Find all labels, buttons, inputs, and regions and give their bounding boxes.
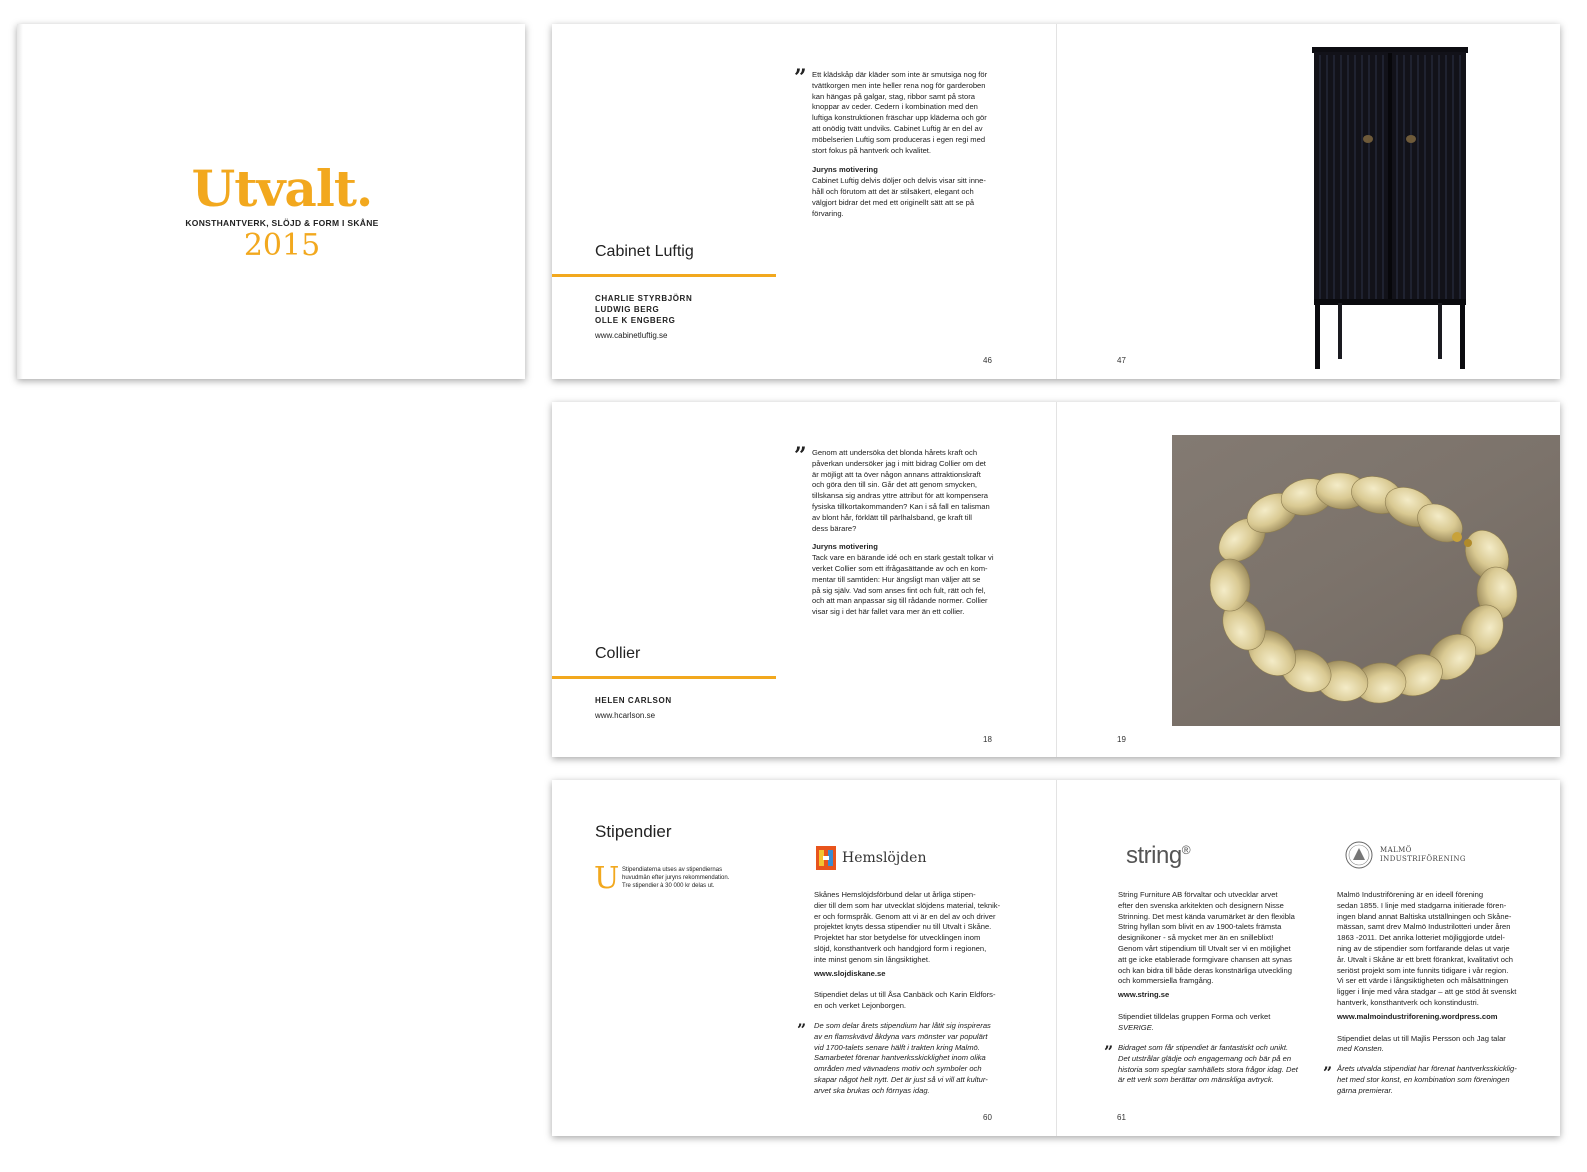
hemslojden-url: www.slojdiskane.se [814, 968, 886, 978]
text-line: och göra den till sin. Går det att genom smycken, [812, 480, 978, 490]
project-title: Collier [595, 645, 641, 662]
text-line: Stipendiet delas ut till Åsa Canbäck och Karin Eldfors- [814, 990, 996, 1000]
spread-collier [552, 402, 1560, 757]
malmo-wordmark-line: MALMÖ [1380, 846, 1412, 854]
malmo-industriforening-logo [1344, 840, 1466, 870]
page-fold [1056, 24, 1057, 379]
text-line: ligger i linje med våra stadgar – att ge stöd åt svenskt [1337, 987, 1517, 997]
string-url: www.string.se [1118, 990, 1170, 1000]
cover-page [17, 24, 525, 379]
cover-spine [17, 24, 23, 379]
page-number-left: 60 [983, 1113, 992, 1122]
text-line: SVERIGE. [1118, 1022, 1154, 1032]
text-line: tvättkorgen men inte heller rena nog för garderoben [812, 80, 986, 90]
text-line: inte minst genom sin långsiktighet. [814, 954, 931, 964]
text-line: är ett verk som berättar om mänskliga avtryck. [1118, 1075, 1274, 1085]
text-line: sedan 1855. I linje med stadgarna initierade fören- [1337, 900, 1507, 910]
text-line: 1863 -2011. Det anrika lotteriet möjliggjorde utdel- [1337, 933, 1505, 943]
text-line: att ge icke etablerade formgivare chansen att synas [1118, 954, 1292, 964]
malmo-text [1337, 890, 1537, 1055]
text-line: arvet ska brukas och förnyas idag. [814, 1085, 930, 1095]
text-line: möbelserien Luftig som produceras i egen regi med [812, 134, 986, 144]
text-line: efter den svenska arkitekten och designern Nisse [1118, 900, 1284, 910]
text-line: knoppar av ceder. Cedern i kombination med den [812, 102, 978, 112]
malmo-quote [1337, 1064, 1537, 1096]
hemslojden-text [814, 890, 1004, 1012]
hemslojden-emblem-icon [816, 846, 836, 870]
text-line: Tack vare en bärande idé och en stark gestalt tolkar vi [812, 553, 994, 563]
text-line: ingen bland annat Baltiska utställningen och Skåne- [1337, 911, 1512, 921]
page-number-right: 47 [1117, 356, 1126, 365]
text-line: Malmö Industriförening är en ideell förening [1337, 890, 1484, 899]
text-line: mässan, samt drev Malmö Industrilotteri under åren [1337, 922, 1511, 932]
text-line: dier till dem som har utvecklat slöjdens material, teknik- [814, 900, 1001, 910]
text-line: Samarbetet förenar hantverksskicklighet inom olika [814, 1053, 986, 1063]
text-line: er och formspråk. Genom att vi är en del av och driver [814, 911, 996, 921]
text-line: av en flamskvävd åkdyna vars mönster var populärt [814, 1031, 988, 1041]
malmo-url: www.malmoindustriforening.wordpress.com [1337, 1011, 1498, 1021]
text-line: ning av de stipendier som fortfarande delas ut varje [1337, 943, 1510, 953]
text-line: slöjd, konsthantverk och handgjord form i regionen, [814, 943, 987, 953]
spread-stipendier [552, 780, 1560, 1136]
malmo-wordmark-line: INDUSTRIFÖRENING [1380, 855, 1466, 863]
text-line: designikoner - så mycket mer än en snilleblixt! [1118, 933, 1274, 943]
text-line: områden med vävnadens motiv och symboler och [814, 1064, 982, 1074]
text-line: String hyllan som blivit en av 1900-talets främsta [1118, 922, 1282, 932]
text-line: påverkan undersöker jag i mitt bidrag Collier om det [812, 458, 986, 468]
text-line: och kommersiella framgång. [1118, 976, 1214, 986]
author-name: OLLE K ENGBERG [595, 316, 676, 325]
logo-subtitle: KONSTHANTVERK, SLÖJD & FORM I SKÅNE [185, 218, 379, 228]
text-line: hantverk, konsthantverk och konstindustri. [1337, 997, 1479, 1007]
string-text [1118, 890, 1308, 1034]
author-name: LUDWIG BERG [595, 305, 660, 314]
text-line: historia som speglar samhällets stora frågor idag. Det [1118, 1064, 1298, 1074]
text-line: kan hängas på galgar, stag, ribbor samt på stora [812, 91, 975, 101]
text-line: vid 1700-talets senare hälft i trakten kring Malmö. [814, 1042, 980, 1052]
text-line: Cabinet Luftig delvis döljer och delvis visar sitt inne- [812, 176, 986, 186]
author-name: CHARLIE STYRBJÖRN [595, 294, 693, 303]
text-line: dess bärare? [812, 523, 857, 533]
text-line: år. Utvalt i Skåne är ett brett förankrat, kvalitativt och [1337, 954, 1513, 964]
section-intro [622, 866, 742, 891]
text-line: Det utstrålar glädje och engagemang och bär på en [1118, 1053, 1292, 1063]
page-number-right: 19 [1117, 735, 1126, 744]
text-line: och att man anpassar sig till rådande normer. Collier [812, 596, 988, 606]
text-line: het med stor konst, en kombination som föreningen [1337, 1074, 1510, 1084]
project-url: www.cabinetluftig.se [595, 331, 668, 340]
text-line: Ett klädskåp där kläder som inte är smutsiga nog för [812, 70, 988, 79]
text-line: luftiga konstruktionen fräschar upp kläderna och gör [812, 113, 987, 123]
page-fold [1056, 780, 1057, 1136]
project-url: www.hcarlson.se [595, 711, 656, 720]
text-line: Projektet har stor betydelse för utvecklingen inom [814, 933, 981, 943]
project-title: Cabinet Luftig [595, 243, 694, 260]
quote-mark-icon: ” [1323, 1063, 1333, 1082]
text-line: Stipendiet tilldelas gruppen Forma och verket [1118, 1011, 1271, 1021]
utvalt-logo [177, 159, 387, 263]
text-line: projektet knyts dessa stipendier nu till Utvalt i Skåne. [814, 922, 992, 932]
motivation-heading: Juryns motivering [812, 165, 878, 175]
text-line: gärna premierar. [1337, 1085, 1393, 1095]
text-line: av blont hår, förklätt till pärlhalsband, ge kraft till [812, 512, 972, 522]
text-line: verket Collier som ett ifrågasättande av och en kom- [812, 563, 988, 573]
text-line: på sig själv. Vad som anses fint och fult, rätt och fel, [812, 585, 986, 595]
string-wordmark: string [1126, 842, 1182, 869]
text-line: Vi ser ett värde i långsiktigheten och målsättningen [1337, 976, 1509, 986]
text-line: Genom vårt stipendium till Utvalt ser vi en möjlighet [1118, 943, 1291, 953]
text-line: Strinning. Det mest kända varumärket är den flexibla [1118, 911, 1295, 921]
hemslojden-quote [814, 1021, 1004, 1097]
collier-photo [1172, 435, 1560, 726]
text-line: en och verket Lejonborgen. [814, 1001, 907, 1011]
spread-cabinet-luftig [552, 24, 1560, 379]
section-title: Stipendier [595, 822, 672, 841]
text-line: Tre stipendier à 30 000 kr delas ut. [622, 883, 715, 890]
text-line: fysiska tillkortakommanden? Kan i så fall en talisman [812, 501, 990, 511]
page-number-left: 18 [983, 735, 992, 744]
text-line: välgjort bidrar det med ett originellt sätt att se på [812, 197, 975, 207]
accent-rule [552, 274, 776, 277]
text-line: är möjligt att ta över någon annans attraktionskraft [812, 469, 981, 479]
drop-cap: U [594, 861, 620, 896]
text-line: med Konsten. [1337, 1044, 1384, 1054]
text-line: att onödig tvätt undviks. Cabinet Luftig är en del av [812, 123, 983, 133]
string-logo [1126, 842, 1190, 870]
cabinet-photo [1310, 47, 1470, 369]
malmo-seal-icon [1344, 840, 1374, 870]
text-line: håll och förutom att det är stilsäkert, elegant och [812, 186, 974, 196]
text-line: Stipendiet delas ut till Majlis Persson och Jag talar [1337, 1033, 1506, 1043]
text-line: De som delar årets stipendium har låtit sig inspireras [814, 1021, 991, 1030]
text-line: mentar till samtiden: Hur ängsligt man väljer att se [812, 574, 981, 584]
author-list [595, 293, 692, 326]
quote-mark-icon: ” [797, 1020, 807, 1039]
author-list [595, 695, 672, 706]
project-description [812, 448, 1002, 618]
text-line: och kan bidra till både deras konstnärliga utveckling [1118, 965, 1292, 975]
accent-rule [552, 676, 776, 679]
project-description [812, 70, 1002, 219]
motivation-heading: Juryns motivering [812, 542, 878, 552]
author-name: HELEN CARLSON [595, 696, 672, 705]
text-line: Skånes Hemslöjdsförbund delar ut årliga stipen- [814, 890, 976, 899]
text-line: huvudmän efter juryns rekommendation. [622, 875, 730, 882]
quote-mark-icon: ” [794, 443, 807, 469]
hemslojden-wordmark: Hemslöjden [842, 850, 927, 866]
page-number-left: 46 [983, 356, 992, 365]
text-line: Genom att undersöka det blonda hårets kraft och [812, 448, 978, 457]
quote-mark-icon: ” [794, 65, 807, 91]
text-line: stort fokus på hantverk och kvalitet. [812, 145, 932, 155]
hemslojden-logo [816, 846, 926, 870]
logo-year: 2015 [243, 228, 321, 263]
page-number-right: 61 [1117, 1113, 1126, 1122]
text-line: Årets utvalda stipendiat har förenat hantverksskicklig- [1337, 1064, 1517, 1073]
text-line: Stipendiaterna utses av stipendiernas [622, 867, 723, 873]
page-fold [1056, 402, 1057, 757]
text-line: tillskansa sig andras yttre attribut för att kompensera [812, 491, 989, 501]
text-line: visar sig i det här fallet vara mer än ett collier. [812, 607, 965, 617]
text-line: seriöst projekt som inte funnits tidigare i vår region. [1337, 965, 1509, 975]
text-line: förvaring. [812, 208, 844, 218]
registered-mark: ® [1181, 843, 1191, 857]
quote-mark-icon: ” [1104, 1042, 1114, 1061]
text-line: skapar något helt nytt. Det är just så vi vill att kultur- [814, 1074, 988, 1084]
text-line: Bidraget som får stipendiet är fantastiskt och unikt. [1118, 1043, 1289, 1052]
string-quote [1118, 1043, 1308, 1086]
logo-wordmark: Utvalt. [191, 159, 373, 218]
text-line: String Furniture AB förvaltar och utvecklar arvet [1118, 890, 1278, 899]
